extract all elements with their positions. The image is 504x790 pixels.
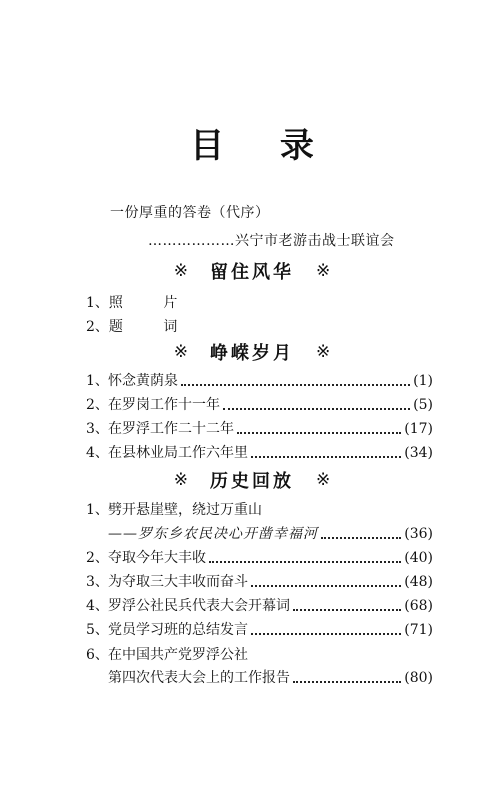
reference-mark-icon: ※ (173, 470, 188, 490)
preface-title: 一份厚重的答卷（代序） (110, 205, 270, 221)
section-heading-3 (80, 467, 424, 493)
toc-entry (86, 292, 195, 312)
section-title: 历史回放 (210, 471, 294, 492)
leader-dots (293, 680, 401, 683)
entry-page: (1) (413, 373, 433, 389)
toc-entry (86, 547, 433, 569)
toc-entry (86, 316, 195, 336)
entry-page: (17) (404, 421, 433, 437)
section-title: 峥嵘岁月 (210, 343, 294, 364)
leader-dots (223, 407, 410, 410)
entry-number: 4、 (86, 445, 109, 461)
entry-title: 在中国共产党罗浮公社 (108, 647, 248, 663)
entry-title: 在县林业局工作六年里 (108, 445, 248, 461)
entry-title: 党员学习班的总结发言 (108, 622, 248, 638)
entry-page: (40) (404, 550, 433, 566)
reference-mark-icon: ※ (316, 470, 331, 490)
leader-dots (293, 608, 401, 611)
entry-number: 1、 (86, 502, 109, 518)
entry-page: (71) (404, 622, 433, 638)
reference-mark-icon: ※ (173, 342, 188, 362)
leader-dots (209, 560, 401, 563)
entry-number: 3、 (86, 421, 109, 437)
entry-title: 怀念黄荫泉 (108, 373, 178, 389)
toc-entry (86, 644, 433, 666)
toc-entry (86, 619, 433, 641)
entry-number: 3、 (86, 574, 109, 590)
entry-number: 2、 (86, 397, 109, 413)
entry-title: 罗浮公社民兵代表大会开幕词 (108, 598, 290, 614)
section-heading-2 (80, 339, 424, 365)
entry-number: 6、 (86, 647, 109, 663)
page-title: 目 录 (190, 126, 336, 166)
entry-number: 1、 (86, 295, 109, 311)
entry-title: 照 片 (108, 295, 196, 311)
toc-entry (86, 370, 433, 392)
entry-title-continued: 第四次代表大会上的工作报告 (108, 670, 290, 686)
entry-title: 夺取今年大丰收 (108, 550, 206, 566)
toc-entry (86, 499, 433, 521)
leader-dots (321, 536, 401, 539)
entry-number: 4、 (86, 598, 109, 614)
entry-number: 1、 (86, 373, 109, 389)
preface-author: ………………兴宁市老游击战士联谊会 (148, 233, 395, 249)
reference-mark-icon: ※ (316, 342, 331, 362)
entry-title: 题 词 (108, 319, 196, 335)
entry-number: 2、 (86, 550, 109, 566)
section-heading-1 (80, 258, 424, 284)
entry-title: 在罗岗工作十一年 (108, 397, 220, 413)
entry-page: (34) (404, 445, 433, 461)
reference-mark-icon: ※ (173, 261, 188, 281)
entry-title: 在罗浮工作二十二年 (108, 421, 234, 437)
leader-dots (237, 431, 401, 434)
entry-page: (80) (404, 670, 433, 686)
entry-page: (5) (413, 397, 433, 413)
toc-entry (86, 595, 433, 617)
entry-title: 为夺取三大丰收而奋斗 (108, 574, 248, 590)
leader-dots (251, 455, 401, 458)
entry-page: (36) (404, 526, 433, 542)
entry-page: (48) (404, 574, 433, 590)
entry-number: 5、 (86, 622, 109, 638)
entry-page: (68) (404, 598, 433, 614)
entry-title: 劈开悬崖壁，绕过万重山 (108, 502, 262, 518)
reference-mark-icon: ※ (316, 261, 331, 281)
section-title: 留住风华 (210, 262, 294, 283)
leader-dots (181, 383, 410, 386)
toc-entry (86, 394, 433, 416)
entry-number: 2、 (86, 319, 109, 335)
leader-dots (251, 584, 401, 587)
toc-entry (86, 442, 433, 464)
toc-subtitle (108, 523, 433, 545)
entry-subtitle: ——罗东乡农民决心开凿幸福河 (108, 526, 318, 542)
leader-dots (251, 632, 401, 635)
toc-entry (86, 418, 433, 440)
toc-entry (86, 571, 433, 593)
toc-entry-continued (108, 667, 433, 689)
